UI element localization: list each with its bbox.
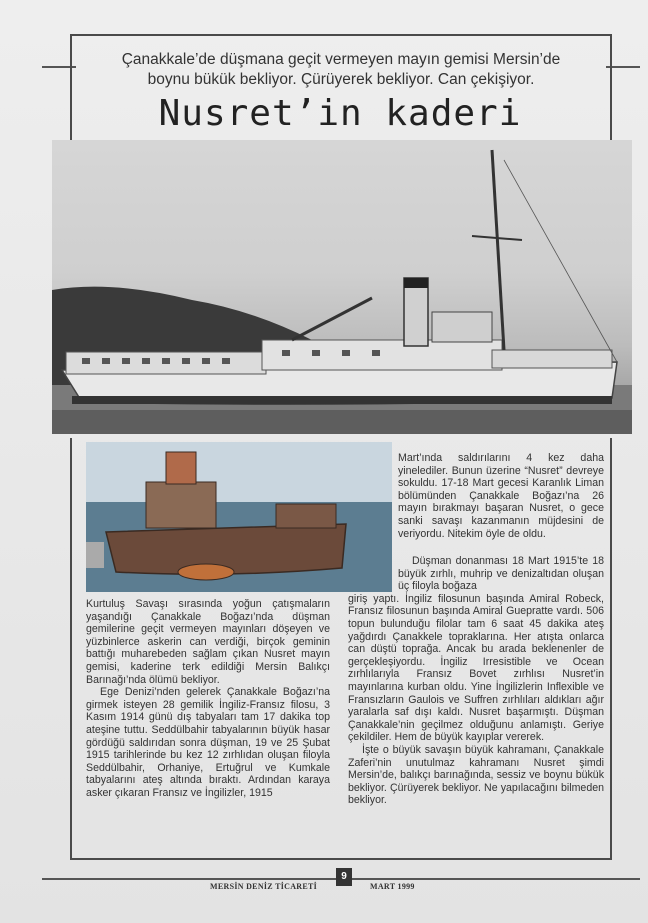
article-headline: Nusret’in kaderi bbox=[158, 93, 522, 134]
footer-issue-date: MART 1999 bbox=[370, 882, 415, 891]
left-paragraph-1: Kurtuluş Savaşı sırasında yoğun çatışmaların yaşandığı Çanakkale Boğazı’nda düşman gemilerine geçit vermeyen mayınları döşeyen ve yüzbinlerce askerin can verdiği, birçok geminin battığı muharebeden sağlam çıkan Nusret mayın gemisi, kaderine terk edildiği Mersin Balıkçı Barınağı’nda ölümü bekliyor. bbox=[86, 598, 330, 686]
left-paragraph-2: Ege Denizi’nden gelerek Çanakkale Boğazı’na girmek isteyen 28 gemilik İngiliz-Fransız filosu, 3 Kasım 1914 günü dış tabyaları tam 17 dakika top ateşine tuttu. Seddülbahir tabyalarının büyük hasar gördüğü saldırıdan sonra düşman, 19 ve 25 Şubat 1915 tarihlerinde bu kez 12 zırhlıdan oluşan filoyla Seddülbahir, Orhaniye, Ertuğrul ve Kumkale tabyalarını ateş altında bıraktı. Ardından karaya asker çıkaran Fransız ve İngilizler, 1915 bbox=[86, 686, 330, 799]
ship-photo-rusting bbox=[86, 442, 392, 592]
rusting-ship-illustration bbox=[86, 442, 392, 592]
article-subtitle bbox=[78, 50, 604, 90]
ship-illustration bbox=[52, 140, 632, 434]
right-paragraph-1: giriş yaptı. İngiliz filosunun başında Amiral Robeck, Fransız filosunun başında Amiral Guepratte vardı. 506 topun bulunduğu filolar tam 6 saat 45 dakika ateş yağdırdı Çanakkele topraklarına. Her atışta onlarca can düştü toprağa. Ancak bu arada beklenenler de gerçekleşiyordu. İngiliz Irresistible ve Ocean zırhlılarıyla Fransız Bovet zırhlısı Nusret’in mayınlarına kurban oldu. Yine İngilizlerin Inflexible ve Fransızların Gaulois ve Suffren zırhlıları aldıkları ağır yaralarla saf dışı kaldı. Nusret başarmıştı. Düşman Çanakkale’nin geçilmez olduğunu anlamıştı. Geriye çekildiler. Hem de büyük kayıplar vererek. bbox=[348, 592, 604, 744]
page-number-badge: 9 bbox=[336, 868, 352, 886]
right-top-paragraph: Mart’ında saldırılarını 4 kez daha yinelediler. Bunun üzerine “Nusret” devreye sokuldu. 17-18 Mart gecesi Karanlık Liman bölümünden Çanakkale Boğazı’na 26 mayın bırakmayı başaran Nusret, o gece sanki savaşı kazanmanın müjdesini de veriyordu. Nitekim öyle de oldu. bbox=[398, 452, 604, 540]
article-column-right bbox=[348, 555, 604, 807]
subtitle-line-1: Çanakkale’de düşmana geçit vermeyen mayın gemisi Mersin’de bbox=[121, 51, 561, 68]
ship-photo-main bbox=[52, 140, 632, 434]
article-column-right-top bbox=[398, 452, 604, 540]
subtitle-line-2: boynu bükük bekliyor. Çürüyerek bekliyor. Can çekişiyor. bbox=[147, 71, 535, 88]
article-column-left bbox=[86, 598, 330, 800]
footer-publication: MERSİN DENİZ TİCARETİ bbox=[210, 882, 318, 891]
right-paragraph-2: İşte o büyük savaşın büyük kahramanı, Çanakkale Zaferi’nin unutulmaz kahramanı Nusret şimdi Mersin’de, balıkçı barınağında, sessiz ve boynu bükük bekliyor. Çürüyerek bekliyor. Ne yapılacağını bilmeden bekliyor. bbox=[348, 743, 604, 807]
right-paragraph-lead: Düşman donanması 18 Mart 1915’te 18 büyük zırhlı, muhrip ve denizaltıdan oluşan üç filoyla boğaza bbox=[398, 555, 604, 593]
